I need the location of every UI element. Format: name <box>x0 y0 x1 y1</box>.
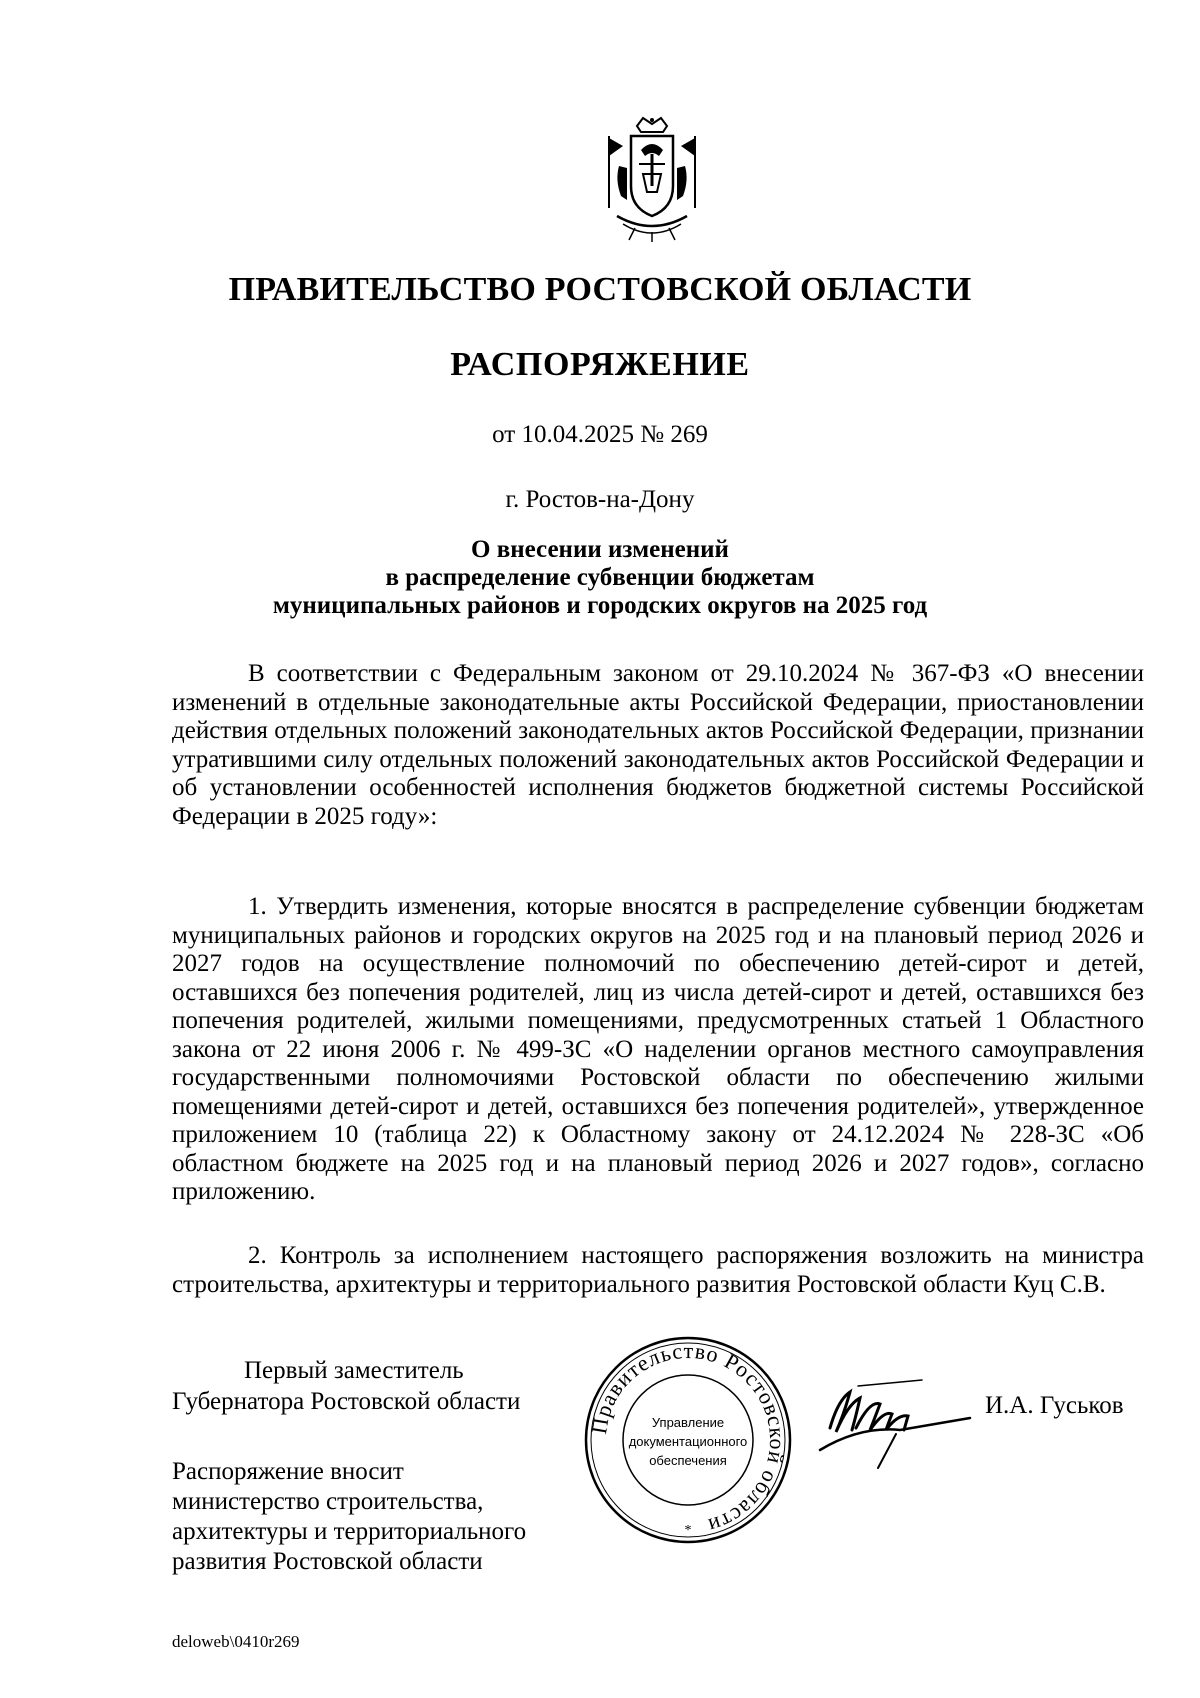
document-type: РАСПОРЯЖЕНИЕ <box>450 346 750 383</box>
file-reference: deloweb\0410r269 <box>172 1632 300 1651</box>
submitted-by-block <box>172 1457 526 1577</box>
item-2-paragraph: 2. Контроль за исполнением настоящего распоряжения возложить на министра строительства, архитектуры и территориального развития Ростовской области Куц С.В. <box>172 1242 1144 1298</box>
coat-of-arms-icon <box>599 116 705 244</box>
seal-inner-line: Управление <box>651 1415 725 1430</box>
seal-star: * <box>684 1523 692 1538</box>
submitted-by-line: архитектуры и территориального <box>172 1518 527 1545</box>
preamble-paragraph: В соответствии с Федеральным законом от 29.10.2024 № 367-ФЗ «О внесении изменений в отдельные законодательные акты Российской Федерации, приостановлении действия отдельных положений законодательных актов Российской Федерации, признании утратившими силу отдельных положений законодательных актов Российской Федерации и об установлении особенностей исполнения бюджетов бюджетной системы Российской Федерации в 2025 году»: <box>172 660 1144 830</box>
subject-line: муниципальных районов и городских округов на 2025 год <box>272 592 928 619</box>
signer-name: И.А. Гуськов <box>985 1392 1124 1419</box>
subject-line: в распределение субвенции бюджетам <box>385 564 815 591</box>
item-1-paragraph: 1. Утвердить изменения, которые вносятся в распределение субвенции бюджетам муниципальных районов и городских округов на 2025 год и на плановый период 2026 и 2027 годов на осуществление полномочий по обеспечению детей-сирот и детей, оставшихся без попечения родителей, лиц из числа детей-сирот и детей, оставшихся без попечения родителей, жилыми помещениями, предусмотренных статьей 1 Областного закона от 22 июня 2006 г. № 499-ЗС «О наделении органов местного самоуправления государственными полномочиями Ростовской области по обеспечению жилыми помещениями детей-сирот и детей, оставшихся без попечения родителей», утвержденное приложением 10 (таблица 22) к Областному закону от 24.12.2024 № 228-ЗС «Об областном бюджете на 2025 год и на плановый период 2026 и 2027 годов», согласно приложению. <box>172 893 1144 1205</box>
organization-title: ПРАВИТЕЛЬСТВО РОСТОВСКОЙ ОБЛАСТИ <box>228 271 972 308</box>
seal-inner-line: документационного <box>628 1434 748 1449</box>
submitted-by-line: Распоряжение вносит <box>172 1458 404 1485</box>
document-subject <box>160 536 1040 620</box>
seal-inner-line: обеспечения <box>649 1453 727 1468</box>
seal-ring-text: Правительство Ростовской области <box>586 1337 791 1540</box>
handwritten-signature-icon <box>800 1370 980 1470</box>
document-city: г. Ростов-на-Дону <box>505 486 695 513</box>
document-date-number: от 10.04.2025 № 269 <box>492 421 708 448</box>
submitted-by-line: развития Ростовской области <box>172 1548 483 1575</box>
submitted-by-line: министерство строительства, <box>172 1488 484 1515</box>
signer-position <box>172 1355 520 1417</box>
subject-line: О внесении изменений <box>471 536 729 563</box>
official-seal <box>582 1334 794 1546</box>
position-line: Первый заместитель <box>244 1357 464 1384</box>
position-line: Губернатора Ростовской области <box>172 1388 521 1415</box>
